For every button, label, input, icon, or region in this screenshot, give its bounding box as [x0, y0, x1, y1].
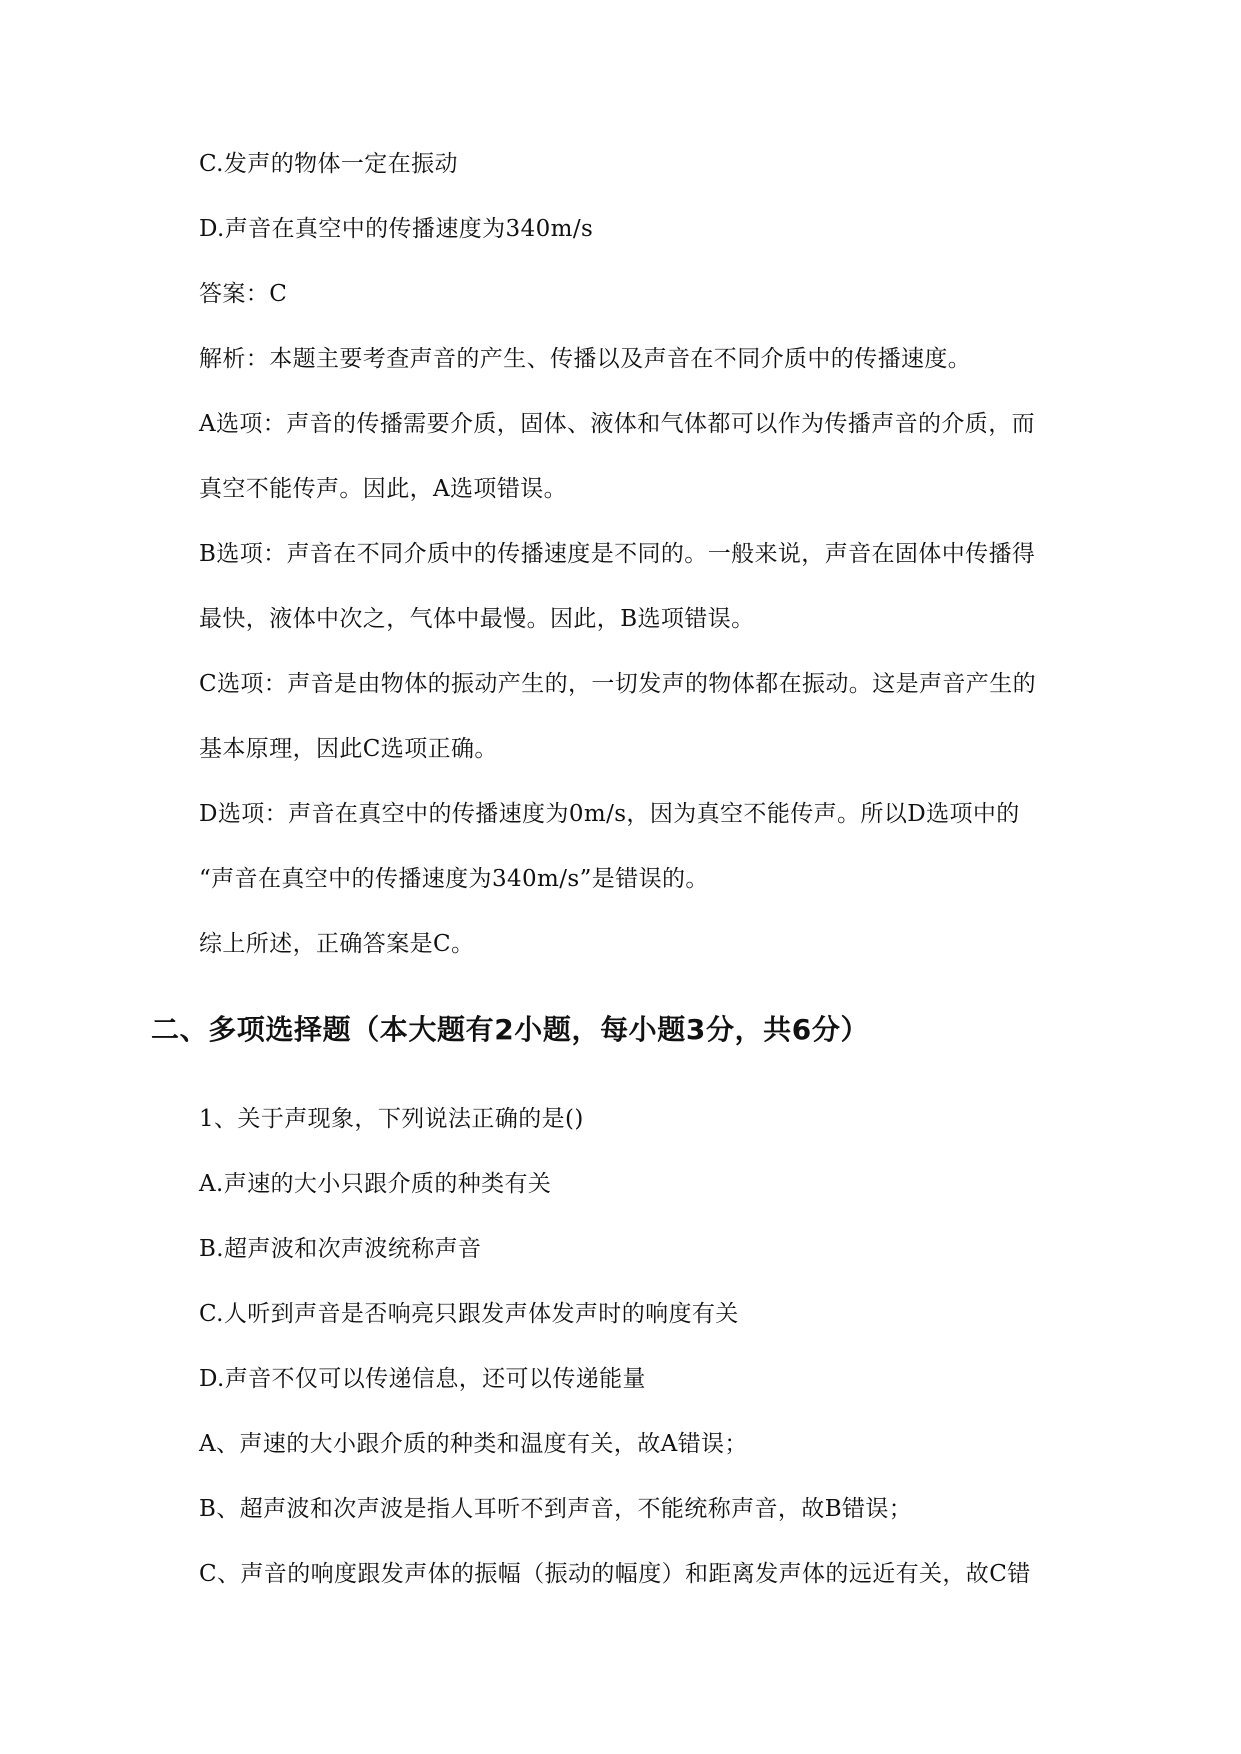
- analysis-c-line-1: C选项：声音是由物体的振动产生的，一切发声的物体都在振动。这是声音产生的: [199, 671, 1036, 697]
- option-d-text: D.声音在真空中的传播速度为340m/s: [199, 216, 594, 242]
- analysis-b-line-2: 最快，液体中次之，气体中最慢。因此，B选项错误。: [199, 606, 755, 632]
- section-heading: 二、多项选择题（本大题有2小题，每小题3分，共6分）: [151, 1013, 870, 1046]
- analysis-c-line-2: 基本原理，因此C选项正确。: [199, 736, 498, 762]
- analysis-d-line-1: D选项：声音在真空中的传播速度为0m/s，因为真空不能传声。所以D选项中的: [199, 801, 1020, 827]
- analysis-a-line-2: 真空不能传声。因此，A选项错误。: [199, 476, 568, 502]
- analysis-a-line-1: A选项：声音的传播需要介质，固体、液体和气体都可以作为传播声音的介质，而: [199, 411, 1036, 437]
- analysis-d-line-2: “声音在真空中的传播速度为340m/s”是错误的。: [199, 866, 709, 892]
- question-option-b: B.超声波和次声波统称声音: [199, 1236, 482, 1262]
- explain-b-text: B、超声波和次声波是指人耳听不到声音，不能统称声音，故B错误；: [199, 1496, 913, 1522]
- question-option-c: C.人听到声音是否响亮只跟发声体发声时的响度有关: [199, 1301, 739, 1327]
- question-option-a: A.声速的大小只跟介质的种类有关: [199, 1171, 552, 1197]
- explain-c-text: C、声音的响度跟发声体的振幅（振动的幅度）和距离发声体的远近有关，故C错: [199, 1561, 1031, 1587]
- explain-a-text: A、声速的大小跟介质的种类和温度有关，故A错误；: [199, 1431, 748, 1457]
- option-c-text: C.发声的物体一定在振动: [199, 151, 458, 177]
- question-option-d: D.声音不仅可以传递信息，还可以传递能量: [199, 1366, 646, 1392]
- analysis-b-line-1: B选项：声音在不同介质中的传播速度是不同的。一般来说，声音在固体中传播得: [199, 541, 1036, 567]
- analysis-intro: 解析：本题主要考查声音的产生、传播以及声音在不同介质中的传播速度。: [199, 346, 972, 372]
- answer-text: 答案：C: [199, 281, 288, 307]
- conclusion-text: 综上所述，正确答案是C。: [199, 931, 475, 957]
- question-text: 1、关于声现象，下列说法正确的是(): [199, 1106, 584, 1132]
